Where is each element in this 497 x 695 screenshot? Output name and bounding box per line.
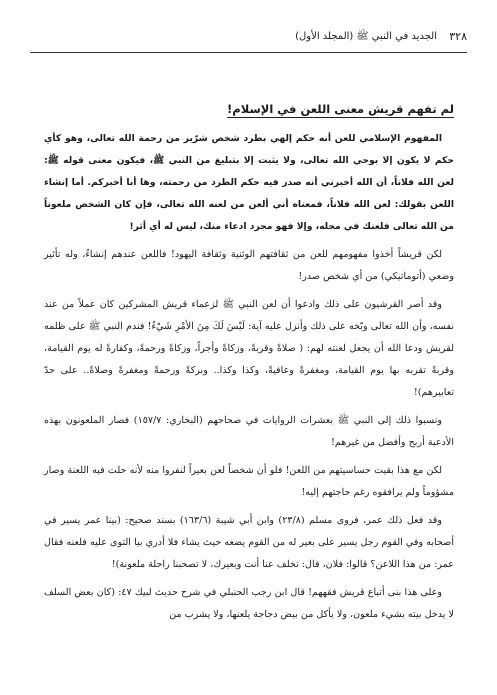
header-divider bbox=[30, 52, 467, 53]
section-heading-text: لم تفهم قريش معنى اللعن في الإسلام! bbox=[227, 102, 454, 116]
running-header bbox=[30, 26, 467, 46]
running-title: الجديد في النبي ﷺ (المجلد الأول) bbox=[295, 31, 437, 42]
page-number: ٣٢٨ bbox=[449, 30, 467, 43]
paragraph-3: وقد أصر القرشيون على ذلك وادعوا أن لعن النبي ﷺ لزعماء قريش المشركين كان عملاً من عند نفسه، وأن الله تعالى وبّخه على ذلك وأنزل عليه آية: لَيْسَ لَكَ مِنَ الأمْرِ شَيْءٌ! فندم النبي ﷺ على ظلمه لقريش ودعا الله أن يجعل لعنته لهم: ( صلاةً وقربةً، وزكاةً وأجراً، وزكاةً ورحمةً، وكفارةً له يوم القيامة، وقربةً تقربه بها يوم القيامة، ومغفرةً وعافيةً، وكذا وكذا.. وبركةً ورحمةً ومغفرةً وصلاةً.. على حدّ تعابيرهم)! bbox=[44, 299, 454, 398]
page-body bbox=[44, 100, 454, 632]
paragraph-6: وقد فعل ذلك عمر، فروى مسلم (٢٣/٨) وابن أبي شيبة (١٦٣/٦) بسند صحيح: (بينا عمر يسير في أصحابه وفي القوم رجل يسير على بعير له من القوم يضعه حيث يشاء فلا أدري بيا التوى عليه فلعنه فقال عمر: من هذا اللاعن؟ قالوا: فلان، قال: تخلف عنا أنت وبعيرك، لا تصحبنا راحلة ملعونة)! bbox=[44, 515, 454, 570]
paragraph-5: لكن مع هذا بقيت حساسيتهم من اللعن! فلو أن شخصاً لعن بعيراً لنفروا منه لأنه حلت فيه اللعنة وصار مشؤوماً ولم يرافقوه رغم حاجتهم إليه! bbox=[44, 465, 454, 498]
section-heading bbox=[44, 100, 454, 118]
paragraph-2: لكن قريشاً أخذوا مفهومهم للعن من ثقافتهم الوثنية وثقافة اليهود! فاللعن عندهم إنشاءٌ، وله تأثير وضعي (أتوماتيكي) من أي شخص صدر! bbox=[44, 249, 454, 282]
paragraph-1: المفهوم الإسلامي للعن أنه حكم إلهي بطرد شخص شرّير من رحمة الله تعالى، وهو كأي حكم لا يكون إلا بوحي الله تعالى، ولا يثبت إلا بتبليغ من النبي ﷺ، فيكون معنى قوله ﷺ: لعن الله فلاناً، أن الله أخبرني أنه صدر فيه حكم الطرد من رحمته، وها أنا أخبركم. أما إنشاء اللعن بقولك: لعن الله فلاناً، فمعناه أني ألعن من لعنه الله تعالى، فإن كان الشخص ملعوناً من الله تعالى فلعنك في محله، وإلا فهو مجرد ادعاء منك، ليس له أي أثر! bbox=[44, 133, 454, 232]
paragraph-7: وعلى هذا بنى أتباع قريش فقههم! قال ابن رجب الحنبلي في شرح حديث لبيك ٤٧: (كان بعض السلف لا يدخل بيته بشيء ملعون، ولا يأكل من بيض دجاجة يلعنها، ولا يشرب من bbox=[44, 587, 454, 620]
paragraph-4: ونسبوا ذلك إلى النبي ﷺ بعشرات الروايات في صحاحهم (البخاري: ١٥٧/٧) فصار الملعونون بهذه الأدعية أربح وأفضل من غيرهم! bbox=[44, 415, 454, 448]
